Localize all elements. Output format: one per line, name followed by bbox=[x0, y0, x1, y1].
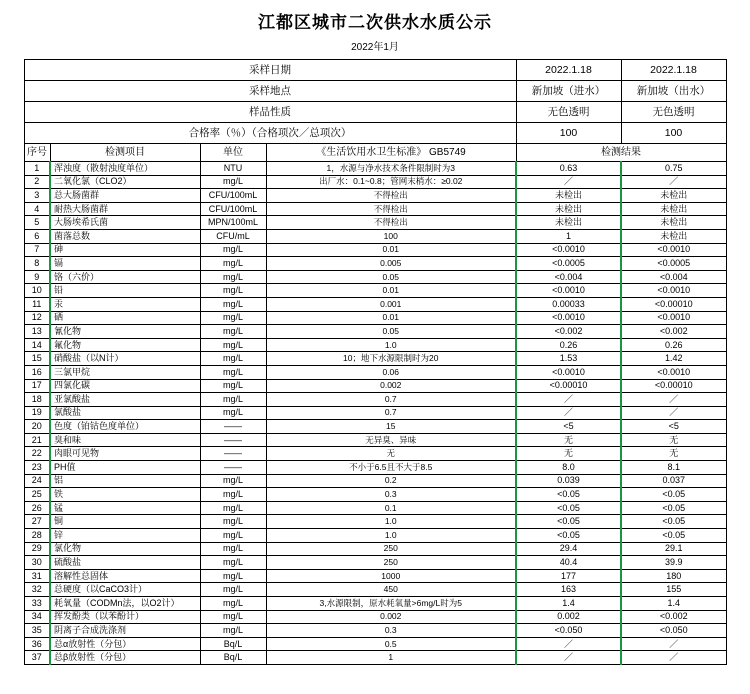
cell-unit: mg/L bbox=[200, 284, 266, 298]
table-row bbox=[24, 216, 726, 230]
cell-result-2: 39.9 bbox=[621, 556, 726, 570]
column-header-item: 检测项目 bbox=[50, 144, 200, 162]
cell-result-2: <0.002 bbox=[621, 325, 726, 339]
pass-rate-label: 合格率（％）（合格项次／总项次） bbox=[24, 123, 516, 144]
cell-unit: —— bbox=[200, 420, 266, 434]
cell-standard: 1.0 bbox=[266, 529, 516, 543]
cell-result-1: <0.0010 bbox=[516, 243, 621, 257]
table-row-sampling-date bbox=[24, 60, 726, 81]
cell-unit: MPN/100mL bbox=[200, 216, 266, 230]
cell-item: 锰 bbox=[50, 501, 200, 515]
table-row bbox=[24, 447, 726, 461]
cell-result-2: 0.037 bbox=[621, 474, 726, 488]
cell-no: 9 bbox=[24, 270, 50, 284]
table-row bbox=[24, 515, 726, 529]
table-row bbox=[24, 325, 726, 339]
cell-no: 16 bbox=[24, 365, 50, 379]
cell-unit: CFU/100mL bbox=[200, 189, 266, 203]
cell-standard: 1.0 bbox=[266, 515, 516, 529]
table-row bbox=[24, 311, 726, 325]
table-row bbox=[24, 352, 726, 366]
cell-unit: mg/L bbox=[200, 379, 266, 393]
sampling-location-value-2: 新加坡（出水） bbox=[621, 81, 726, 102]
cell-unit: mg/L bbox=[200, 556, 266, 570]
cell-standard: 1，水源与净水技术条件限制时为3 bbox=[266, 162, 516, 176]
cell-result-2: 无 bbox=[621, 433, 726, 447]
cell-result-2: ／ bbox=[621, 175, 726, 189]
cell-result-1: 1.4 bbox=[516, 597, 621, 611]
cell-unit: mg/L bbox=[200, 501, 266, 515]
table-row bbox=[24, 474, 726, 488]
cell-standard: 0.05 bbox=[266, 325, 516, 339]
cell-standard: 0.001 bbox=[266, 297, 516, 311]
cell-result-2: <0.05 bbox=[621, 488, 726, 502]
table-row bbox=[24, 162, 726, 176]
cell-result-1: <0.0010 bbox=[516, 284, 621, 298]
table-column-header-row bbox=[24, 144, 726, 162]
cell-result-2: 1.4 bbox=[621, 597, 726, 611]
table-row bbox=[24, 433, 726, 447]
cell-no: 22 bbox=[24, 447, 50, 461]
cell-result-2: 29.1 bbox=[621, 542, 726, 556]
cell-unit: —— bbox=[200, 433, 266, 447]
cell-unit: mg/L bbox=[200, 569, 266, 583]
cell-result-2: 无 bbox=[621, 447, 726, 461]
cell-item: 铁 bbox=[50, 488, 200, 502]
column-header-no: 序号 bbox=[24, 144, 50, 162]
cell-result-2: <0.05 bbox=[621, 515, 726, 529]
cell-standard: 0.01 bbox=[266, 284, 516, 298]
cell-unit: CFU/100mL bbox=[200, 202, 266, 216]
cell-standard: 0.06 bbox=[266, 365, 516, 379]
cell-unit: mg/L bbox=[200, 406, 266, 420]
cell-result-1: 无 bbox=[516, 447, 621, 461]
cell-result-1: <0.05 bbox=[516, 529, 621, 543]
page-subtitle: 2022年1月 bbox=[351, 42, 399, 53]
cell-no: 24 bbox=[24, 474, 50, 488]
cell-item: 氯酸盐 bbox=[50, 406, 200, 420]
table-row bbox=[24, 284, 726, 298]
cell-result-1: <0.05 bbox=[516, 488, 621, 502]
cell-no: 11 bbox=[24, 297, 50, 311]
cell-item: 铝 bbox=[50, 474, 200, 488]
cell-item: 镉 bbox=[50, 257, 200, 271]
sampling-date-value-1: 2022.1.18 bbox=[516, 60, 621, 81]
cell-no: 17 bbox=[24, 379, 50, 393]
cell-item: 肉眼可见物 bbox=[50, 447, 200, 461]
cell-unit: Bq/L bbox=[200, 651, 266, 665]
cell-result-2: ／ bbox=[621, 406, 726, 420]
cell-standard: 0.3 bbox=[266, 624, 516, 638]
cell-result-2: 未检出 bbox=[621, 229, 726, 243]
cell-unit: —— bbox=[200, 447, 266, 461]
cell-result-1: 未检出 bbox=[516, 189, 621, 203]
cell-result-1: 0.26 bbox=[516, 338, 621, 352]
table-row-pass-rate bbox=[24, 123, 726, 144]
cell-unit: mg/L bbox=[200, 529, 266, 543]
table-row bbox=[24, 175, 726, 189]
cell-item: 总β放射性（分包） bbox=[50, 651, 200, 665]
cell-result-2: <0.05 bbox=[621, 501, 726, 515]
cell-no: 4 bbox=[24, 202, 50, 216]
cell-standard: 250 bbox=[266, 542, 516, 556]
cell-result-1: 8.0 bbox=[516, 461, 621, 475]
cell-item: PH值 bbox=[50, 461, 200, 475]
cell-result-2: 未检出 bbox=[621, 216, 726, 230]
cell-unit: mg/L bbox=[200, 542, 266, 556]
cell-standard: 1000 bbox=[266, 569, 516, 583]
cell-standard: 0.1 bbox=[266, 501, 516, 515]
cell-no: 3 bbox=[24, 189, 50, 203]
table-row bbox=[24, 338, 726, 352]
cell-result-2: 0.26 bbox=[621, 338, 726, 352]
cell-standard: 不得检出 bbox=[266, 189, 516, 203]
cell-result-2: 1.42 bbox=[621, 352, 726, 366]
cell-item: 硝酸盐（以N计） bbox=[50, 352, 200, 366]
cell-result-1: 0.63 bbox=[516, 162, 621, 176]
cell-result-2: ／ bbox=[621, 393, 726, 407]
cell-no: 31 bbox=[24, 569, 50, 583]
table-row bbox=[24, 229, 726, 243]
cell-no: 21 bbox=[24, 433, 50, 447]
cell-no: 25 bbox=[24, 488, 50, 502]
table-row bbox=[24, 529, 726, 543]
cell-standard: 1.0 bbox=[266, 338, 516, 352]
table-row bbox=[24, 270, 726, 284]
cell-result-2: <5 bbox=[621, 420, 726, 434]
cell-item: 菌落总数 bbox=[50, 229, 200, 243]
cell-item: 色度（铂钴色度单位） bbox=[50, 420, 200, 434]
cell-result-2: 180 bbox=[621, 569, 726, 583]
cell-standard: 450 bbox=[266, 583, 516, 597]
table-row bbox=[24, 365, 726, 379]
pass-rate-value-1: 100 bbox=[516, 123, 621, 144]
cell-standard: 0.005 bbox=[266, 257, 516, 271]
cell-result-2: <0.0005 bbox=[621, 257, 726, 271]
cell-result-2: <0.002 bbox=[621, 610, 726, 624]
cell-no: 19 bbox=[24, 406, 50, 420]
cell-no: 34 bbox=[24, 610, 50, 624]
cell-no: 29 bbox=[24, 542, 50, 556]
table-row-sample-property bbox=[24, 102, 726, 123]
cell-result-2: <0.00010 bbox=[621, 379, 726, 393]
cell-result-1: 163 bbox=[516, 583, 621, 597]
cell-unit: CFU/mL bbox=[200, 229, 266, 243]
cell-result-1: 未检出 bbox=[516, 216, 621, 230]
cell-result-2: <0.0010 bbox=[621, 243, 726, 257]
cell-result-1: ／ bbox=[516, 393, 621, 407]
cell-standard: 0.05 bbox=[266, 270, 516, 284]
cell-item: 铜 bbox=[50, 515, 200, 529]
table-row bbox=[24, 501, 726, 515]
cell-result-2: <0.00010 bbox=[621, 297, 726, 311]
cell-item: 氯化物 bbox=[50, 542, 200, 556]
sampling-location-value-1: 新加坡（进水） bbox=[516, 81, 621, 102]
cell-unit: mg/L bbox=[200, 610, 266, 624]
cell-result-1: <0.004 bbox=[516, 270, 621, 284]
cell-no: 18 bbox=[24, 393, 50, 407]
water-quality-report-page bbox=[0, 8, 750, 694]
cell-standard: 15 bbox=[266, 420, 516, 434]
cell-result-1: <0.05 bbox=[516, 501, 621, 515]
cell-result-1: ／ bbox=[516, 406, 621, 420]
sampling-location-label: 采样地点 bbox=[24, 81, 516, 102]
table-row bbox=[24, 243, 726, 257]
cell-item: 二氧化氯（CLO2） bbox=[50, 175, 200, 189]
cell-standard: 无 bbox=[266, 447, 516, 461]
cell-result-2: 8.1 bbox=[621, 461, 726, 475]
table-row bbox=[24, 420, 726, 434]
cell-result-2: 未检出 bbox=[621, 189, 726, 203]
cell-result-1: 0.039 bbox=[516, 474, 621, 488]
table-row bbox=[24, 651, 726, 665]
cell-no: 23 bbox=[24, 461, 50, 475]
cell-result-2: 0.75 bbox=[621, 162, 726, 176]
table-row bbox=[24, 597, 726, 611]
column-header-result: 检测结果 bbox=[516, 144, 726, 162]
cell-standard: 0.002 bbox=[266, 610, 516, 624]
cell-result-1: <0.0005 bbox=[516, 257, 621, 271]
table-row bbox=[24, 624, 726, 638]
sampling-date-label: 采样日期 bbox=[24, 60, 516, 81]
cell-item: 总硬度（以CaCO3计） bbox=[50, 583, 200, 597]
cell-unit: mg/L bbox=[200, 474, 266, 488]
cell-unit: mg/L bbox=[200, 597, 266, 611]
cell-standard: 无异臭、异味 bbox=[266, 433, 516, 447]
cell-item: 硫酸盐 bbox=[50, 556, 200, 570]
table-row bbox=[24, 569, 726, 583]
cell-result-1: 177 bbox=[516, 569, 621, 583]
table-row bbox=[24, 556, 726, 570]
column-header-standard: 《生活饮用水卫生标准》 GB5749 bbox=[266, 144, 516, 162]
cell-standard: 出厂水：0.1~0.8；管网末梢水：≥0.02 bbox=[266, 175, 516, 189]
cell-item: 溶解性总固体 bbox=[50, 569, 200, 583]
cell-unit: Bq/L bbox=[200, 637, 266, 651]
cell-item: 铬（六价） bbox=[50, 270, 200, 284]
cell-no: 33 bbox=[24, 597, 50, 611]
water-quality-table bbox=[24, 59, 727, 665]
cell-unit: mg/L bbox=[200, 488, 266, 502]
cell-result-1: 1 bbox=[516, 229, 621, 243]
cell-standard: 0.2 bbox=[266, 474, 516, 488]
cell-result-1: 无 bbox=[516, 433, 621, 447]
cell-no: 28 bbox=[24, 529, 50, 543]
cell-no: 2 bbox=[24, 175, 50, 189]
table-row bbox=[24, 393, 726, 407]
cell-result-1: ／ bbox=[516, 651, 621, 665]
cell-no: 1 bbox=[24, 162, 50, 176]
cell-no: 5 bbox=[24, 216, 50, 230]
cell-unit: mg/L bbox=[200, 365, 266, 379]
table-row bbox=[24, 189, 726, 203]
page-title: 江都区城市二次供水水质公示 bbox=[258, 13, 492, 32]
table-row-sampling-location bbox=[24, 81, 726, 102]
cell-no: 27 bbox=[24, 515, 50, 529]
cell-result-1: <0.00010 bbox=[516, 379, 621, 393]
cell-standard: 0.7 bbox=[266, 393, 516, 407]
cell-standard: 不得检出 bbox=[266, 216, 516, 230]
table-row bbox=[24, 379, 726, 393]
cell-unit: mg/L bbox=[200, 515, 266, 529]
cell-no: 37 bbox=[24, 651, 50, 665]
table-row bbox=[24, 297, 726, 311]
cell-result-2: <0.05 bbox=[621, 529, 726, 543]
cell-result-2: <0.0010 bbox=[621, 365, 726, 379]
cell-result-1: <0.0010 bbox=[516, 365, 621, 379]
table-row bbox=[24, 610, 726, 624]
cell-standard: 不得检出 bbox=[266, 202, 516, 216]
cell-unit: mg/L bbox=[200, 624, 266, 638]
cell-item: 浑浊度（散射浊度单位） bbox=[50, 162, 200, 176]
cell-item: 亚氯酸盐 bbox=[50, 393, 200, 407]
cell-item: 总α放射性（分包） bbox=[50, 637, 200, 651]
table-row bbox=[24, 202, 726, 216]
cell-unit: mg/L bbox=[200, 297, 266, 311]
cell-no: 12 bbox=[24, 311, 50, 325]
table-row bbox=[24, 583, 726, 597]
cell-item: 耗氧量（CODMn法，以O2计） bbox=[50, 597, 200, 611]
cell-result-1: 未检出 bbox=[516, 202, 621, 216]
table-body bbox=[24, 60, 726, 665]
cell-result-1: ／ bbox=[516, 637, 621, 651]
cell-result-2: <0.0010 bbox=[621, 284, 726, 298]
pass-rate-value-2: 100 bbox=[621, 123, 726, 144]
cell-no: 20 bbox=[24, 420, 50, 434]
cell-no: 15 bbox=[24, 352, 50, 366]
cell-unit: mg/L bbox=[200, 257, 266, 271]
sampling-date-value-2: 2022.1.18 bbox=[621, 60, 726, 81]
cell-unit: mg/L bbox=[200, 325, 266, 339]
cell-item: 耐热大肠菌群 bbox=[50, 202, 200, 216]
cell-no: 7 bbox=[24, 243, 50, 257]
cell-item: 四氯化碳 bbox=[50, 379, 200, 393]
cell-unit: mg/L bbox=[200, 352, 266, 366]
cell-no: 14 bbox=[24, 338, 50, 352]
cell-result-1: 1.53 bbox=[516, 352, 621, 366]
cell-result-2: 未检出 bbox=[621, 202, 726, 216]
cell-item: 三氯甲烷 bbox=[50, 365, 200, 379]
cell-unit: mg/L bbox=[200, 243, 266, 257]
cell-unit: mg/L bbox=[200, 311, 266, 325]
table-row bbox=[24, 257, 726, 271]
cell-result-2: <0.004 bbox=[621, 270, 726, 284]
cell-result-1: <0.050 bbox=[516, 624, 621, 638]
cell-no: 36 bbox=[24, 637, 50, 651]
cell-result-1: <0.002 bbox=[516, 325, 621, 339]
cell-result-1: <5 bbox=[516, 420, 621, 434]
cell-unit: NTU bbox=[200, 162, 266, 176]
cell-standard: 不小于6.5且不大于8.5 bbox=[266, 461, 516, 475]
cell-unit: mg/L bbox=[200, 175, 266, 189]
cell-no: 6 bbox=[24, 229, 50, 243]
cell-item: 硒 bbox=[50, 311, 200, 325]
sample-property-label: 样品性质 bbox=[24, 102, 516, 123]
cell-item: 氟化物 bbox=[50, 338, 200, 352]
table-row bbox=[24, 461, 726, 475]
cell-standard: 100 bbox=[266, 229, 516, 243]
cell-standard: 1 bbox=[266, 651, 516, 665]
cell-result-2: 155 bbox=[621, 583, 726, 597]
cell-no: 8 bbox=[24, 257, 50, 271]
cell-item: 汞 bbox=[50, 297, 200, 311]
cell-no: 30 bbox=[24, 556, 50, 570]
cell-item: 挥发酚类（以苯酚计） bbox=[50, 610, 200, 624]
cell-standard: 250 bbox=[266, 556, 516, 570]
cell-standard: 0.01 bbox=[266, 311, 516, 325]
cell-no: 35 bbox=[24, 624, 50, 638]
cell-standard: 0.7 bbox=[266, 406, 516, 420]
cell-item: 大肠埃希氏菌 bbox=[50, 216, 200, 230]
cell-standard: 3,水源限制，原水耗氧量>6mg/L时为5 bbox=[266, 597, 516, 611]
cell-item: 铅 bbox=[50, 284, 200, 298]
cell-no: 26 bbox=[24, 501, 50, 515]
cell-standard: 0.5 bbox=[266, 637, 516, 651]
cell-item: 锌 bbox=[50, 529, 200, 543]
cell-result-2: ／ bbox=[621, 637, 726, 651]
table-row bbox=[24, 488, 726, 502]
sample-property-value-2: 无色透明 bbox=[621, 102, 726, 123]
cell-item: 氰化物 bbox=[50, 325, 200, 339]
table-row bbox=[24, 637, 726, 651]
sample-property-value-1: 无色透明 bbox=[516, 102, 621, 123]
cell-result-1: <0.0010 bbox=[516, 311, 621, 325]
cell-standard: 10；地下水源限制时为20 bbox=[266, 352, 516, 366]
cell-unit: mg/L bbox=[200, 583, 266, 597]
cell-result-1: ／ bbox=[516, 175, 621, 189]
cell-unit: mg/L bbox=[200, 338, 266, 352]
cell-standard: 0.3 bbox=[266, 488, 516, 502]
cell-result-2: ／ bbox=[621, 651, 726, 665]
cell-result-1: 0.002 bbox=[516, 610, 621, 624]
cell-result-1: 0.00033 bbox=[516, 297, 621, 311]
cell-result-1: 40.4 bbox=[516, 556, 621, 570]
cell-unit: mg/L bbox=[200, 393, 266, 407]
cell-result-2: <0.0010 bbox=[621, 311, 726, 325]
cell-no: 13 bbox=[24, 325, 50, 339]
cell-no: 10 bbox=[24, 284, 50, 298]
cell-result-1: <0.05 bbox=[516, 515, 621, 529]
column-header-unit: 单位 bbox=[200, 144, 266, 162]
cell-unit: mg/L bbox=[200, 270, 266, 284]
cell-result-2: <0.050 bbox=[621, 624, 726, 638]
cell-unit: —— bbox=[200, 461, 266, 475]
cell-result-1: 29.4 bbox=[516, 542, 621, 556]
cell-item: 总大肠菌群 bbox=[50, 189, 200, 203]
cell-no: 32 bbox=[24, 583, 50, 597]
cell-standard: 0.002 bbox=[266, 379, 516, 393]
cell-item: 阴离子合成洗涤剂 bbox=[50, 624, 200, 638]
cell-item: 砷 bbox=[50, 243, 200, 257]
cell-item: 臭和味 bbox=[50, 433, 200, 447]
table-row bbox=[24, 542, 726, 556]
table-row bbox=[24, 406, 726, 420]
cell-standard: 0.01 bbox=[266, 243, 516, 257]
